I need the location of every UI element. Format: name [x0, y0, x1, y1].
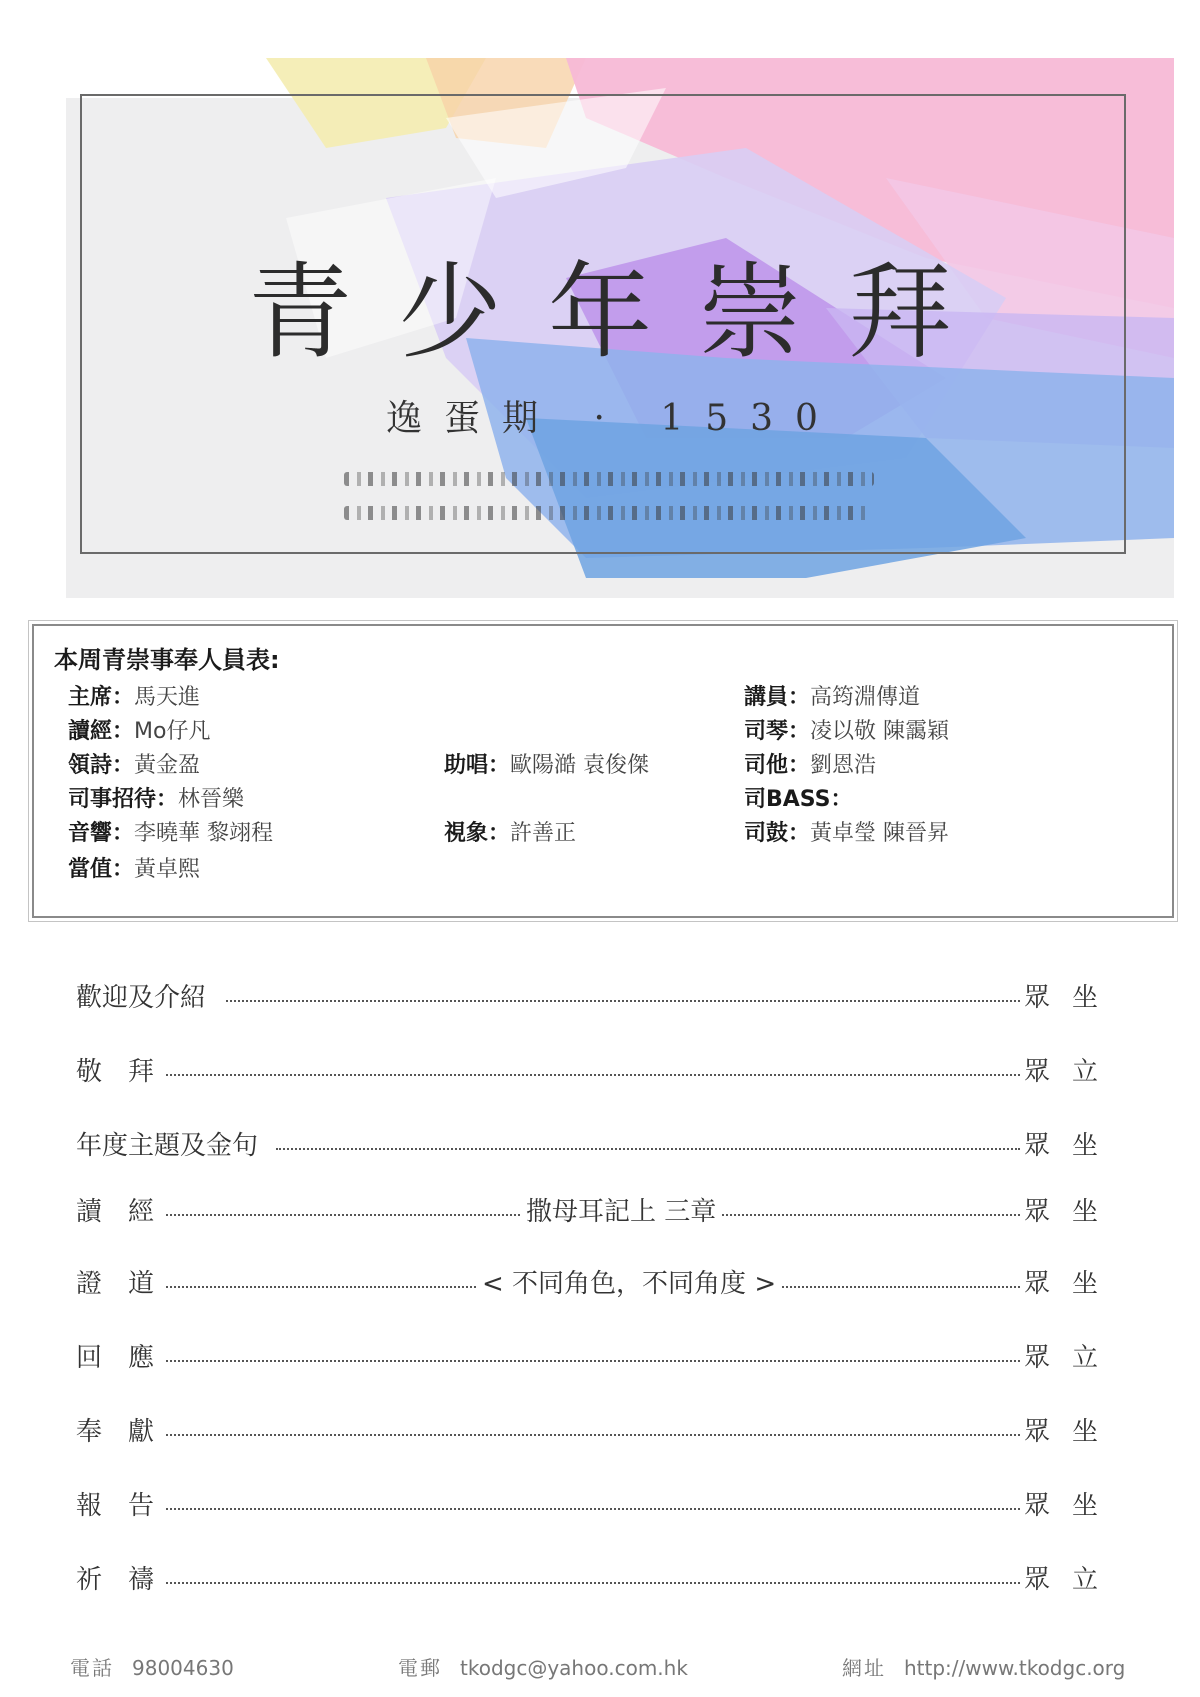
- staff-role: 司BASS：: [744, 787, 853, 812]
- dot-leader: [166, 1508, 1020, 1510]
- website-url: http://www.tkodgc.org: [904, 1656, 1126, 1680]
- staff-visuals: [444, 816, 576, 847]
- service-posture: 眾坐: [1024, 1269, 1121, 1299]
- staff-name: 林晉樂: [178, 787, 245, 812]
- email-label: 電郵: [398, 1656, 442, 1680]
- service-item: 年度主題及金句: [76, 1131, 259, 1161]
- staff-role: 講員：: [744, 685, 811, 710]
- service-item: 祈 禱: [76, 1565, 155, 1595]
- staff-role: 主席：: [68, 685, 135, 710]
- phone-label: 電話: [70, 1656, 114, 1680]
- scripture-passage: 撒母耳記上 三章: [522, 1194, 720, 1230]
- service-posture: 眾坐: [1024, 983, 1121, 1013]
- service-item: 奉 獻: [76, 1417, 155, 1447]
- staff-role: 司鼓：: [744, 821, 811, 846]
- staff-name: Mo仔凡: [134, 719, 211, 744]
- staff-name: 李曉華 黎翊程: [134, 821, 274, 846]
- staff-name: 凌以敬 陳靄穎: [810, 719, 950, 744]
- service-row: [76, 980, 1128, 1016]
- banner-subtitle: 逸蛋期 · 1530: [386, 398, 840, 439]
- staff-worship-leader: [68, 748, 200, 779]
- website-label: 網址: [842, 1656, 886, 1680]
- dot-leader: [166, 1582, 1020, 1584]
- staff-usher: [68, 782, 244, 813]
- service-item: 證 道: [76, 1269, 155, 1299]
- staff-role: 司事招待：: [68, 787, 179, 812]
- footer: [0, 1652, 1200, 1682]
- service-row: [76, 1128, 1128, 1164]
- service-posture: 眾坐: [1024, 1197, 1121, 1227]
- staff-name: 馬天進: [134, 685, 201, 710]
- staff-role: 當值：: [68, 857, 135, 882]
- service-row: [76, 1488, 1128, 1524]
- service-posture: 眾坐: [1024, 1417, 1121, 1447]
- staff-role: 音響：: [68, 821, 135, 846]
- staff-chair: [68, 680, 200, 711]
- dot-leader: [166, 1434, 1020, 1436]
- staff-role: 讀經：: [68, 719, 135, 744]
- service-row: [76, 1266, 1128, 1302]
- sermon-title: < 不同角色，不同角度 >: [478, 1266, 780, 1302]
- staff-backup-singers: [444, 748, 649, 779]
- staff-scripture-reader: [68, 714, 210, 745]
- phone-number: 98004630: [132, 1656, 234, 1680]
- staff-name: 許善正: [510, 821, 577, 846]
- dot-leader: [166, 1360, 1020, 1362]
- staff-name: 黃卓熙: [134, 857, 201, 882]
- service-item: 回 應: [76, 1343, 155, 1373]
- staff-name: 黃卓瑩 陳晉昇: [810, 821, 950, 846]
- staff-name: 劉恩浩: [810, 753, 877, 778]
- service-row: [76, 1054, 1128, 1090]
- staff-on-duty: [68, 852, 200, 883]
- footer-email: [398, 1652, 688, 1681]
- dot-leader: [166, 1074, 1020, 1076]
- service-item: 報 告: [76, 1491, 155, 1521]
- staff-sound: [68, 816, 273, 847]
- service-item: 敬 拜: [76, 1057, 155, 1087]
- staff-role: 司琴：: [744, 719, 811, 744]
- service-posture: 眾立: [1024, 1565, 1121, 1595]
- service-row: [76, 1414, 1128, 1450]
- banner-title: 青少年崇拜: [247, 251, 998, 373]
- staff-drums: [744, 816, 949, 847]
- staff-speaker: [744, 680, 920, 711]
- staff-bass: [744, 782, 853, 813]
- staff-guitar: [744, 748, 876, 779]
- service-item: 讀 經: [76, 1197, 155, 1227]
- service-row: [76, 1340, 1128, 1376]
- staff-role: 助唱：: [444, 753, 511, 778]
- banner: [26, 58, 1174, 598]
- service-row: [76, 1562, 1128, 1598]
- staff-heading: 本周青崇事奉人員表:: [54, 646, 280, 674]
- staff-name: 高筠淵傳道: [810, 685, 921, 710]
- staff-roster: [32, 624, 1174, 918]
- footer-website: [842, 1652, 1125, 1681]
- email-address: tkodgc@yahoo.com.hk: [460, 1656, 688, 1680]
- service-item: 歡迎及介紹: [76, 983, 207, 1013]
- staff-piano: [744, 714, 949, 745]
- banner-decorative-text-line: [344, 472, 874, 486]
- service-posture: 眾坐: [1024, 1131, 1121, 1161]
- staff-name: 黃金盈: [134, 753, 201, 778]
- service-posture: 眾立: [1024, 1057, 1121, 1087]
- staff-name: 歐陽澔 袁俊傑: [510, 753, 650, 778]
- dot-leader: [226, 1000, 1020, 1002]
- staff-role: 領詩：: [68, 753, 135, 778]
- banner-decorative-text-line: [344, 506, 868, 520]
- staff-role: 視象：: [444, 821, 511, 846]
- service-posture: 眾坐: [1024, 1491, 1121, 1521]
- service-posture: 眾立: [1024, 1343, 1121, 1373]
- service-row: [76, 1194, 1128, 1230]
- footer-phone: [70, 1652, 234, 1681]
- staff-role: 司他：: [744, 753, 811, 778]
- dot-leader: [276, 1148, 1020, 1150]
